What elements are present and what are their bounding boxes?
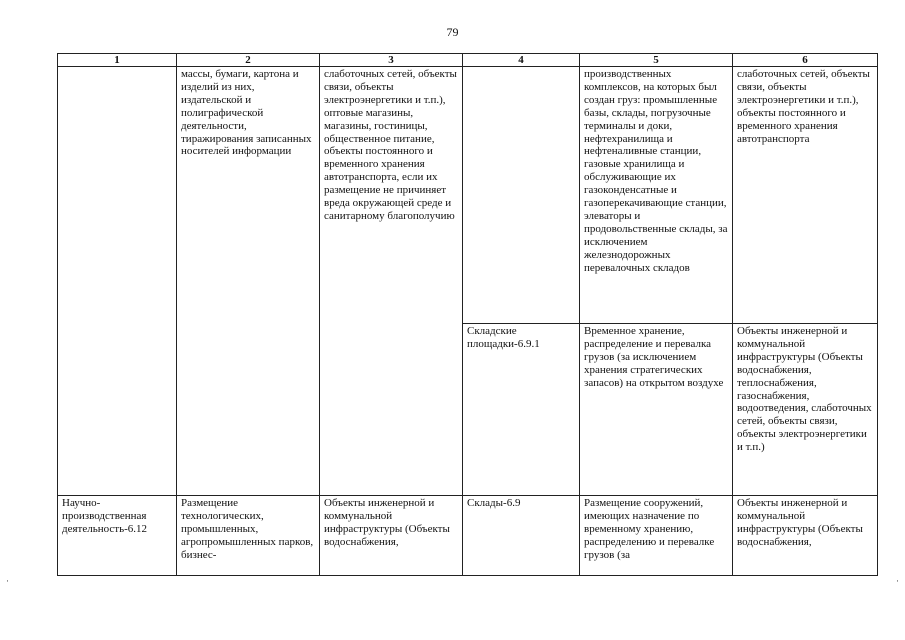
table-cell xyxy=(320,67,463,496)
scan-mark-left: · xyxy=(6,576,9,586)
cell-text: массы, бумаги, картона и изделий из них, издательской и полиграфической деятельности, тиражирования записанных носителей информации xyxy=(181,68,312,158)
table-cell xyxy=(463,67,580,324)
cell-text: Временное хранение, распределение и перевалка грузов (за исключением хранения стратегических запасов) на открытом воздухе xyxy=(584,325,724,389)
table-cell xyxy=(733,67,878,324)
column-header-2: 2 xyxy=(177,54,320,67)
table-row xyxy=(58,67,878,324)
table-cell xyxy=(463,324,580,496)
table-cell xyxy=(463,496,580,576)
table-cell xyxy=(58,67,177,496)
table-cell xyxy=(733,324,878,496)
page-number: 79 xyxy=(446,25,459,39)
cell-text: слаботочных сетей, объекты связи, объекты электроэнергетики и т.п.), оптовые магазины, магазины, гостиницы, общественное питание, объекты постоянного и временного хранения автотранспорта, если их размещение не причиняет вреда окружающей среде и санитарному благополучию xyxy=(324,68,457,222)
cell-text: Объекты инженерной и коммунальной инфраструктуры (Объекты водоснабжения, xyxy=(324,497,450,548)
table-cell xyxy=(580,67,733,324)
table-cell xyxy=(177,496,320,576)
cell-text: Складские площадки-6.9.1 xyxy=(467,325,540,350)
cell-text: Размещение сооружений, имеющих назначение по временному хранению, распределению и перевалке грузов (за xyxy=(584,497,715,561)
table-cell xyxy=(58,496,177,576)
scan-mark-right: · xyxy=(896,576,899,586)
cell-text: Научно-производственная деятельность-6.12 xyxy=(62,497,148,535)
column-header-6: 6 xyxy=(733,54,878,67)
cell-text: производственных комплексов, на которых был создан груз: промышленные базы, склады, погрузочные терминалы и доки, нефтехранилища и нефтеналивные станции, газовые хранилища и обслуживающие их газоконденсатные и газоперекачивающие станции, элеваторы и продовольственные склады, за исключением железнодорожных перевалочных складов xyxy=(584,68,728,274)
table-cell xyxy=(580,496,733,576)
table-row xyxy=(58,496,878,576)
table-cell xyxy=(177,67,320,496)
table-cell xyxy=(320,496,463,576)
cell-text: Объекты инженерной и коммунальной инфраструктуры (Объекты водоснабжения, xyxy=(737,497,863,548)
land-use-table xyxy=(57,53,878,576)
cell-text: слаботочных сетей, объекты связи, объекты электроэнергетики и т.п.), объекты постоянного и временного хранения автотранспорта xyxy=(737,68,870,145)
table-header-row xyxy=(58,54,878,67)
cell-text: Размещение технологических, промышленных, агропромышленных парков, бизнес- xyxy=(181,497,314,561)
table-cell xyxy=(733,496,878,576)
cell-text: Объекты инженерной и коммунальной инфраструктуры (Объекты водоснабжения, теплоснабжения, газоснабжения, водоотведения, слаботочных сетей, объекты связи, объекты электроэнергетики и т.п.) xyxy=(737,325,872,454)
column-header-3: 3 xyxy=(320,54,463,67)
table-cell xyxy=(580,324,733,496)
cell-text: Склады-6.9 xyxy=(467,497,521,509)
column-header-1: 1 xyxy=(58,54,177,67)
column-header-5: 5 xyxy=(580,54,733,67)
column-header-4: 4 xyxy=(463,54,580,67)
